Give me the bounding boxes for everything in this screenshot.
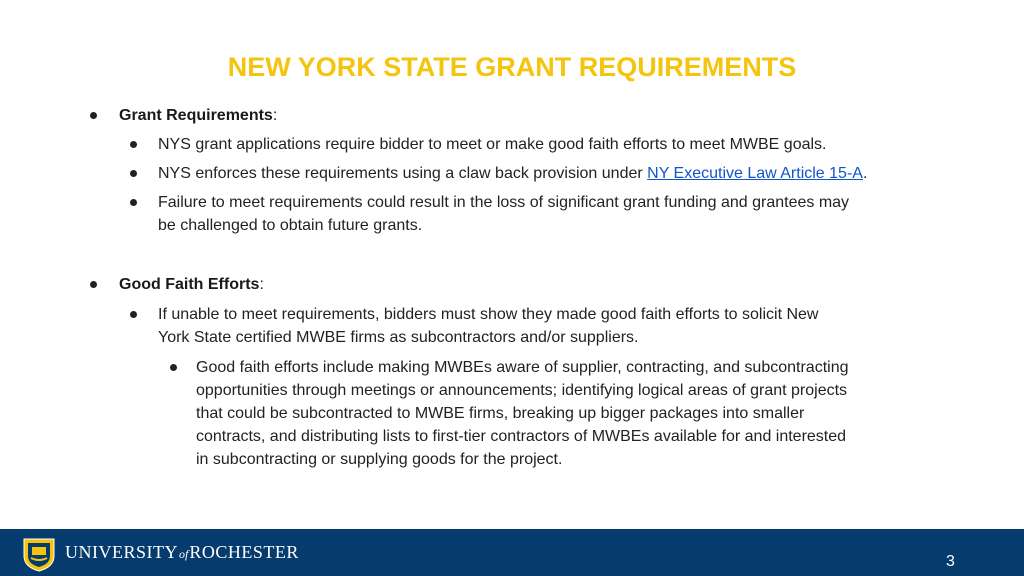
section-heading-good-faith-efforts bbox=[119, 273, 264, 296]
page-number: 3 bbox=[946, 553, 955, 570]
item-line: Failure to meet requirements could result in the loss of significant grant funding and grantees may bbox=[158, 194, 850, 211]
list-item bbox=[158, 303, 818, 349]
item-line: contracts, and distributing lists to first-tier contractors of MWBEs available for and interested bbox=[196, 428, 847, 445]
item-line: York State certified MWBE firms as subcontractors and/or suppliers. bbox=[158, 329, 639, 346]
ny-executive-law-link[interactable]: NY Executive Law Article 15-A bbox=[647, 165, 863, 182]
logo-word: ROCHESTER bbox=[189, 542, 299, 562]
bullet-icon bbox=[90, 281, 97, 288]
section-heading-grant-requirements bbox=[119, 104, 277, 127]
bullet-icon bbox=[170, 364, 177, 371]
item-text-before: NYS enforces these requirements using a claw back provision under bbox=[158, 165, 648, 182]
heading-colon: : bbox=[272, 107, 278, 124]
university-seal-icon bbox=[22, 536, 56, 572]
bullet-icon bbox=[130, 311, 137, 318]
bullet-icon bbox=[130, 141, 137, 148]
logo-word: UNIVERSITY bbox=[65, 542, 178, 562]
footer-bar bbox=[0, 529, 1024, 576]
item-line: Good faith efforts include making MWBEs aware of supplier, contracting, and subcontracting bbox=[196, 359, 849, 376]
item-line: If unable to meet requirements, bidders must show they made good faith efforts to solicit New bbox=[158, 306, 819, 323]
bullet-icon bbox=[130, 199, 137, 206]
list-item: NYS grant applications require bidder to meet or make good faith efforts to meet MWBE goals. bbox=[158, 136, 827, 153]
heading-text: Grant Requirements bbox=[119, 107, 273, 124]
heading-colon: : bbox=[259, 276, 264, 293]
list-item bbox=[158, 162, 867, 185]
university-logo-text bbox=[65, 542, 299, 563]
logo-of: of bbox=[179, 547, 189, 561]
item-line: in subcontracting or supplying goods for the project. bbox=[196, 451, 563, 468]
item-line: opportunities through meetings or announcements; identifying logical areas of grant projects bbox=[196, 382, 848, 399]
item-line: be challenged to obtain future grants. bbox=[158, 217, 423, 234]
list-item bbox=[158, 191, 849, 237]
bullet-icon bbox=[130, 170, 137, 177]
item-text-after: . bbox=[862, 165, 868, 182]
heading-text: Good Faith Efforts bbox=[119, 276, 260, 293]
sub-list-item bbox=[196, 356, 849, 471]
bullet-icon bbox=[90, 112, 97, 119]
slide-title: NEW YORK STATE GRANT REQUIREMENTS bbox=[227, 52, 797, 82]
item-line: that could be subcontracted to MWBE firms, breaking up bigger packages into smaller bbox=[196, 405, 805, 422]
